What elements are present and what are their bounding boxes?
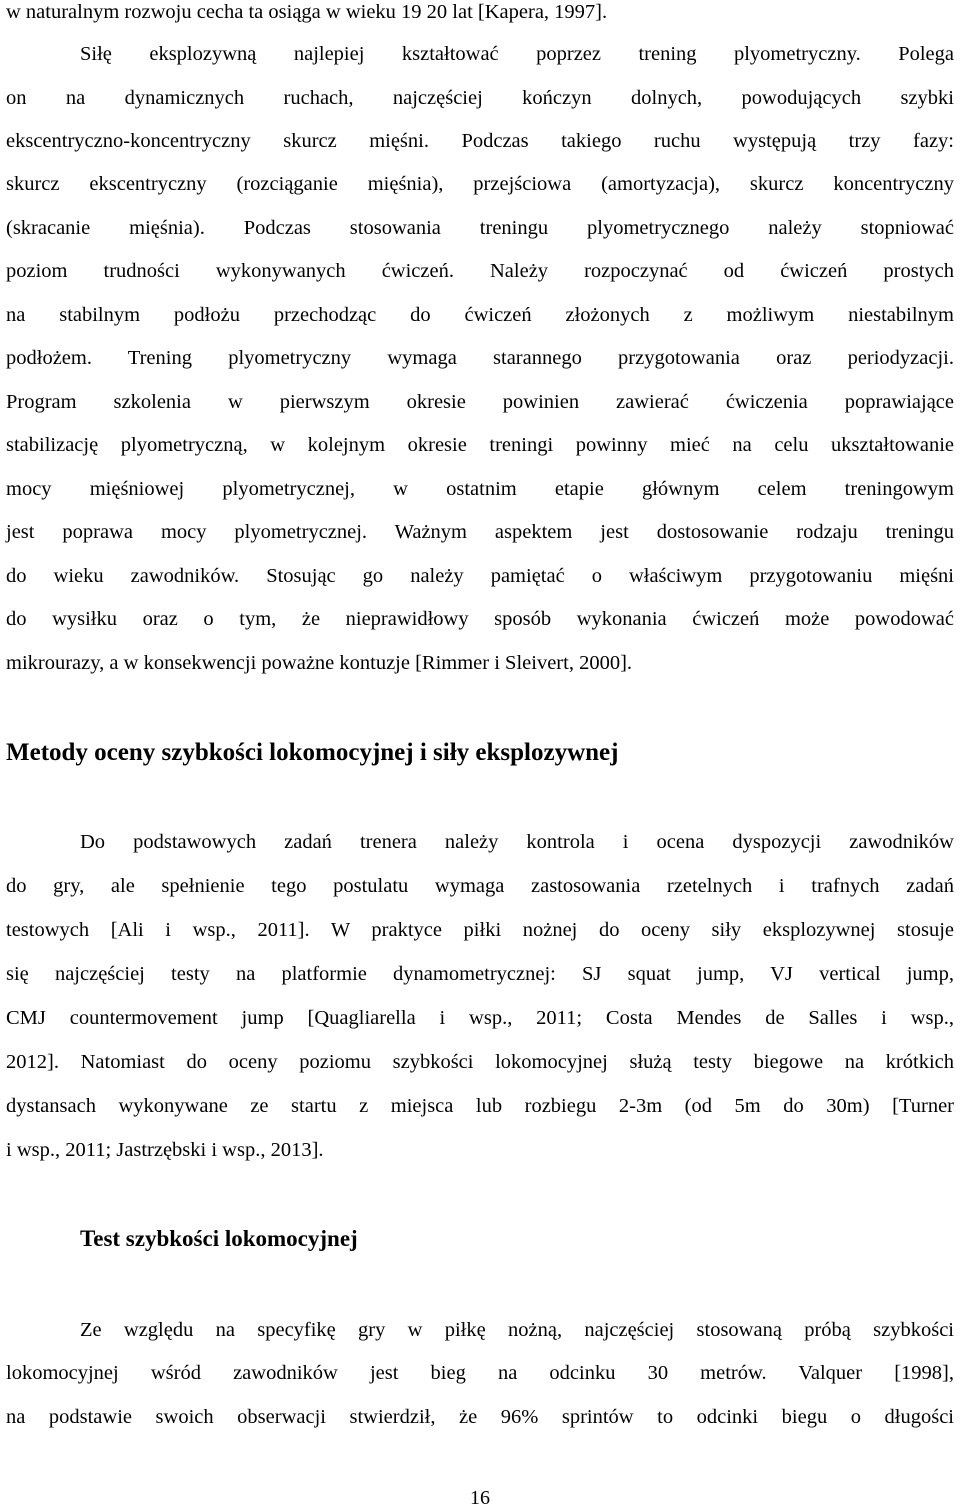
paragraph-line: lokomocyjnej wśród zawodników jest bieg na odcinku 30 metrów. Valquer [1998], [6,1362,954,1384]
paragraph-line: 2012]. Natomiast do oceny poziomu szybkości lokomocyjnej służą testy biegowe na krótkich [6,1051,954,1073]
paragraph-line: on na dynamicznych ruchach, najczęściej kończyn dolnych, powodujących szybki [6,87,954,109]
paragraph-line: stabilizację plyometryczną, w kolejnym okresie treningi powinny mieć na celu ukształtowanie [6,434,954,456]
paragraph-line: do wieku zawodników. Stosując go należy pamiętać o właściwym przygotowaniu mięśni [6,565,954,587]
paragraph-line: testowych [Ali i wsp., 2011]. W praktyce piłki nożnej do oceny siły eksplozywnej stosuje [6,919,954,941]
paragraph-line: skurcz ekscentryczny (rozciąganie mięśnia), przejściowa (amortyzacja), skurcz koncentryczny [6,173,954,195]
paragraph-line: Program szkolenia w pierwszym okresie powinien zawierać ćwiczenia poprawiające [6,391,954,413]
paragraph-line: na podstawie swoich obserwacji stwierdził, że 96% sprintów to odcinki biegu o długości [6,1406,954,1428]
paragraph-line: Do podstawowych zadań trenera należy kontrola i ocena dyspozycji zawodników [80,831,954,853]
subsection-heading: Test szybkości lokomocyjnej [80,1226,358,1251]
paragraph-line: do gry, ale spełnienie tego postulatu wymaga zastosowania rzetelnych i trafnych zadań [6,875,954,897]
paragraph-line: mikrourazy, a w konsekwencji poważne kontuzje [Rimmer i Sleivert, 2000]. [6,652,633,674]
paragraph-line: do wysiłku oraz o tym, że nieprawidłowy sposób wykonania ćwiczeń może powodować [6,608,954,630]
paragraph-line: na stabilnym podłożu przechodząc do ćwiczeń złożonych z możliwym niestabilnym [6,304,954,326]
paragraph-line: ekscentryczno-koncentryczny skurcz mięśni. Podczas takiego ruchu występują trzy fazy: [6,130,954,152]
paragraph-line: jest poprawa mocy plyometrycznej. Ważnym aspektem jest dostosowanie rodzaju treningu [6,521,954,543]
paragraph-line: CMJ countermovement jump [Quagliarella i wsp., 2011; Costa Mendes de Salles i wsp., [6,1007,954,1029]
paragraph-line: i wsp., 2011; Jastrzębski i wsp., 2013]. [6,1139,324,1161]
paragraph-line: się najczęściej testy na platformie dynamometrycznej: SJ squat jump, VJ vertical jump, [6,963,954,985]
paragraph-line: Siłę eksplozywną najlepiej kształtować poprzez trening plyometryczny. Polega [80,43,954,65]
paragraph-line: dystansach wykonywane ze startu z miejsca lub rozbiegu 2-3m (od 5m do 30m) [Turner [6,1095,954,1117]
section-heading: Metody oceny szybkości lokomocyjnej i siły eksplozywnej [6,739,619,766]
paragraph-line: (skracanie mięśnia). Podczas stosowania treningu plyometrycznego należy stopniować [6,217,954,239]
paragraph-line: mocy mięśniowej plyometrycznej, w ostatnim etapie głównym celem treningowym [6,478,954,500]
paragraph-line: Ze względu na specyfikę gry w piłkę nożną, najczęściej stosowaną próbą szybkości [80,1319,954,1341]
paragraph-line: podłożem. Trening plyometryczny wymaga starannego przygotowania oraz periodyzacji. [6,347,954,369]
page-number: 16 [470,1487,490,1509]
paragraph-line: poziom trudności wykonywanych ćwiczeń. Należy rozpoczynać od ćwiczeń prostych [6,260,954,282]
paragraph-line: w naturalnym rozwoju cecha ta osiąga w wieku 19 20 lat [Kapera, 1997]. [6,1,608,23]
